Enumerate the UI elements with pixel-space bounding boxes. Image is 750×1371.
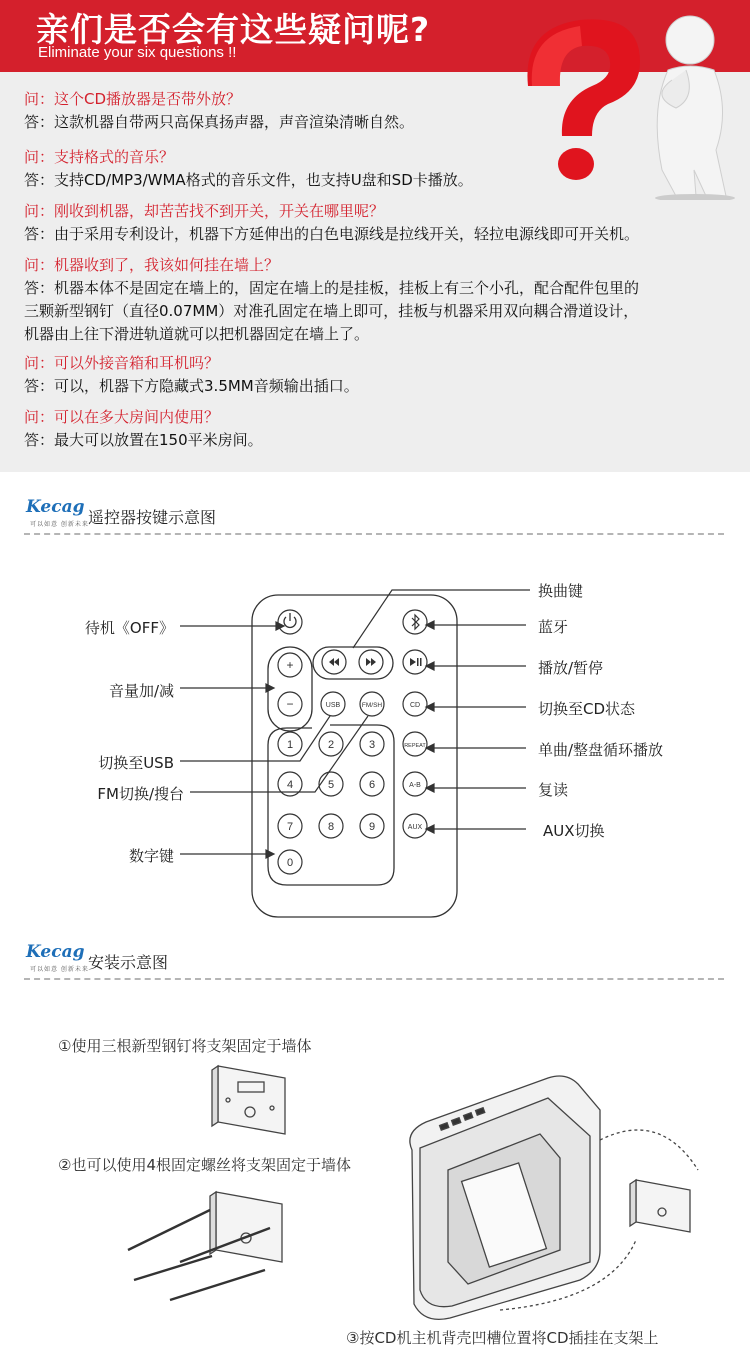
install-step-3: ③按CD机主机背壳凹槽位置将CD插挂在支架上 <box>346 1329 659 1347</box>
label-aux: AUX切换 <box>543 822 605 840</box>
label-ab: 复读 <box>538 781 569 799</box>
num-3-label: 3 <box>368 739 376 751</box>
ab-label: A-B <box>409 782 421 789</box>
label-skip: 换曲键 <box>538 582 584 600</box>
repeat-label: REPEAT <box>404 743 426 749</box>
remote-section-title: 遥控器按键示意图 <box>88 508 217 527</box>
faq-question: 问：支持格式的音乐？ <box>24 148 175 166</box>
label-bluetooth: 蓝牙 <box>538 618 569 636</box>
faq-answer: 三颗新型钢钉（直径0.07MM）对准孔固定在墙上即可，挂板与机器采用双向耦合滑道设计， <box>24 302 639 320</box>
install-section-header <box>24 942 724 982</box>
aux-label: AUX <box>407 824 423 831</box>
install-step-1: ①使用三根新型钢钉将支架固定于墙体 <box>58 1037 312 1055</box>
faq-answer: 答：最大可以放置在150平米房间。 <box>24 431 263 449</box>
faq-item <box>24 146 724 192</box>
num-9-label: 9 <box>368 821 376 833</box>
faq-answer: 答：可以，机器下方隐藏式3.5MM音频输出插口。 <box>24 377 359 395</box>
num-0-label: 0 <box>286 857 294 869</box>
label-cd: 切换至CD状态 <box>538 700 636 718</box>
label-usb: 切换至USB <box>98 754 174 772</box>
wall-bracket-3 <box>630 1180 690 1232</box>
faq-question: 问：刚收到机器，却苦苦找不到开关，开关在哪里呢？ <box>24 202 385 220</box>
volume-plus-label: + <box>286 658 294 672</box>
wall-bracket-2 <box>210 1192 282 1262</box>
cd-player-body <box>410 1076 600 1319</box>
label-fm: FM切换/搜台 <box>97 785 184 803</box>
faq-item <box>24 406 724 452</box>
install-section-title: 安装示意图 <box>88 953 169 972</box>
faq-item <box>24 352 724 398</box>
num-1-label: 1 <box>286 739 294 751</box>
install-diagram <box>0 1040 750 1371</box>
label-numeric: 数字键 <box>128 847 174 865</box>
label-play-pause: 播放/暂停 <box>538 659 604 677</box>
faq-answer: 机器由上往下滑进轨道就可以把机器固定在墙上了。 <box>24 325 370 343</box>
faq-question: 问：可以在多大房间内使用？ <box>24 408 220 426</box>
faq-question: 问：这个CD播放器是否带外放？ <box>24 90 242 108</box>
fmsh-label: FM/SH <box>361 702 383 709</box>
banner-subtitle: Eliminate your six questions !! <box>38 44 237 61</box>
num-7-label: 7 <box>286 821 294 833</box>
mount-arrow-icon <box>600 1130 698 1170</box>
cd-label: CD <box>409 702 421 709</box>
label-volume: 音量加/减 <box>108 682 174 700</box>
faq-section <box>0 0 750 472</box>
num-6-label: 6 <box>368 779 376 791</box>
faq-answer: 答：支持CD/MP3/WMA格式的音乐文件，也支持U盘和SD卡播放。 <box>24 171 473 189</box>
faq-answer: 答：机器本体不是固定在墙上的，固定在墙上的是挂板，挂板上有三个小孔，配合配件包里的 <box>24 279 640 297</box>
install-step-2: ②也可以使用4根固定螺丝将支架固定于墙体 <box>58 1156 351 1174</box>
num-4-label: 4 <box>286 779 294 791</box>
faq-question: 问：机器收到了，我该如何挂在墙上？ <box>24 256 280 274</box>
brand-tagline: 可以如意 创新未来 <box>30 966 89 973</box>
faq-item <box>24 200 724 246</box>
brand-logo: Kecag <box>26 942 85 962</box>
usb-label: USB <box>325 702 341 709</box>
faq-question: 问：可以外接音箱和耳机吗？ <box>24 354 220 372</box>
brand-logo: Kecag <box>26 497 85 517</box>
volume-minus-label: − <box>286 697 294 711</box>
num-2-label: 2 <box>327 739 335 751</box>
faq-answer: 答：这款机器自带两只高保真扬声器，声音渲染清晰自然。 <box>24 113 415 131</box>
faq-answer: 答：由于采用专利设计，机器下方延伸出的白色电源线是拉线开关，轻拉电源线即可开关机。 <box>24 225 640 243</box>
label-repeat: 单曲/整盘循环播放 <box>538 741 664 759</box>
faq-item <box>24 88 724 134</box>
divider <box>24 978 724 980</box>
faq-item <box>24 254 724 346</box>
banner-title: 亲们是否会有这些疑问呢? <box>36 10 431 49</box>
wall-bracket-1 <box>212 1066 285 1134</box>
brand-tagline: 可以如意 创新未来 <box>30 521 89 528</box>
remote-section-header <box>24 497 724 537</box>
num-8-label: 8 <box>327 821 335 833</box>
divider <box>24 533 724 535</box>
num-5-label: 5 <box>327 779 335 791</box>
label-standby: 待机《OFF》 <box>84 619 174 637</box>
